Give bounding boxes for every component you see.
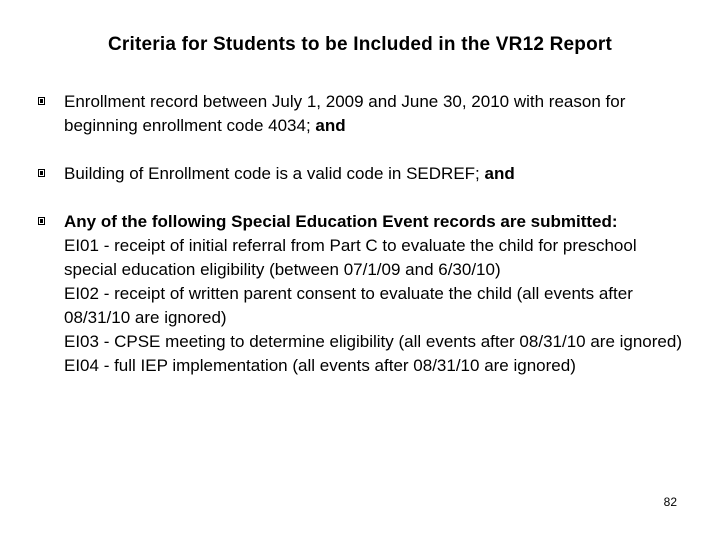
bullet-text (64, 210, 688, 378)
slide-title: Criteria for Students to be Included in the VR12 Report (108, 34, 612, 55)
page-number: 82 (663, 495, 677, 509)
bullet-enrollment-record (38, 90, 688, 138)
square-bullet-icon (38, 217, 45, 225)
event-ei03: EI03 - CPSE meeting to determine eligibility (all events after 08/31/10 are ignored) (64, 332, 682, 351)
bullet-lead: Any of the following Special Education Event records are submitted: (64, 212, 618, 231)
bullet-building-code (38, 162, 688, 186)
bullet-and: and (484, 164, 515, 183)
bullet-and: and (315, 116, 346, 135)
bullet-special-education-events (38, 210, 688, 378)
bullet-text (64, 90, 688, 138)
event-ei01: EI01 - receipt of initial referral from Part C to evaluate the child for preschool special education eligibility (between 07/1/09 and 6/30/10) (64, 236, 637, 279)
event-ei04: EI04 - full IEP implementation (all events after 08/31/10 are ignored) (64, 356, 576, 375)
bullet-text (64, 162, 688, 186)
bullet-body: Enrollment record between July 1, 2009 and June 30, 2010 with reason for beginning enrollment code 4034; (64, 92, 626, 135)
square-bullet-icon (38, 169, 45, 177)
bullet-body: Building of Enrollment code is a valid code in SEDREF; (64, 164, 480, 183)
square-bullet-icon (38, 97, 45, 105)
event-ei02: EI02 - receipt of written parent consent to evaluate the child (all events after 08/31/10 are ignored) (64, 284, 633, 327)
